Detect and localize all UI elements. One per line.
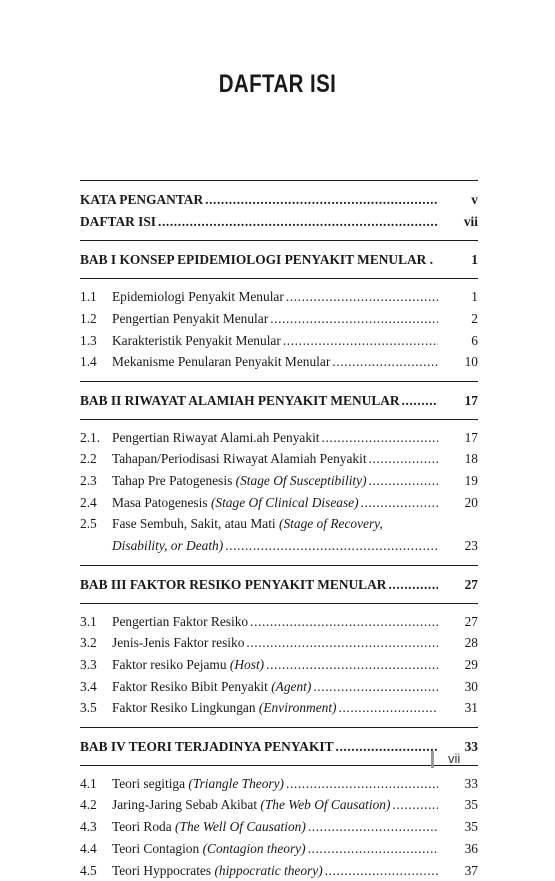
leader-dots bbox=[283, 330, 438, 352]
toc-item[interactable] bbox=[80, 816, 478, 838]
leader-dots bbox=[336, 736, 438, 758]
item-text-italic: Disability, or Death) bbox=[112, 538, 224, 554]
toc-item[interactable] bbox=[80, 838, 478, 860]
item-text: Teori segitiga (Triangle Theory) bbox=[112, 775, 285, 791]
item-text-italic: (Stage Of Susceptibility) bbox=[235, 473, 367, 489]
chapter-page: 33 bbox=[464, 739, 478, 755]
toc-chapter-3[interactable] bbox=[80, 574, 478, 596]
item-page: 2 bbox=[471, 310, 478, 326]
item-number: 4.2 bbox=[80, 797, 97, 813]
item-number: 2.5 bbox=[80, 516, 97, 532]
item-text: Pengertian Riwayat Alami.ah Penyakit bbox=[112, 429, 320, 445]
item-page: 33 bbox=[464, 775, 478, 791]
toc-item[interactable] bbox=[80, 611, 478, 633]
separator-line bbox=[80, 419, 478, 420]
chapter-page: 1 bbox=[471, 252, 478, 268]
item-text: Faktor Resiko Lingkungan (Environment) bbox=[112, 700, 337, 716]
item-number: 3.3 bbox=[80, 656, 97, 672]
item-text: Mekanisme Penularan Penyakit Menular bbox=[112, 354, 331, 370]
item-page: 28 bbox=[464, 635, 478, 651]
item-number: 4.4 bbox=[80, 840, 97, 856]
toc-item[interactable] bbox=[80, 773, 478, 795]
item-number: 4.3 bbox=[80, 819, 97, 835]
toc-item[interactable] bbox=[80, 632, 478, 654]
toc-item[interactable] bbox=[80, 794, 478, 816]
item-text-italic: (hippocratic theory) bbox=[214, 862, 323, 878]
item-number: 4.1 bbox=[80, 775, 97, 791]
item-page: 30 bbox=[464, 678, 478, 694]
footer-marker-bar bbox=[431, 751, 434, 768]
item-text: Tahap Pre Patogenesis (Stage Of Susceptibility) bbox=[112, 473, 367, 489]
chapter-label: BAB IV TEORI TERJADINYA PENYAKIT bbox=[80, 739, 334, 755]
item-page: 35 bbox=[464, 819, 478, 835]
table-of-contents bbox=[80, 172, 478, 881]
leader-dots bbox=[308, 838, 438, 860]
chapter-label: BAB I KONSEP EPIDEMIOLOGI PENYAKIT MENULAR . bbox=[80, 252, 434, 268]
item-text: Teori Contagion (Contagion theory) bbox=[112, 840, 306, 856]
item-page: 35 bbox=[464, 797, 478, 813]
leader-dots bbox=[388, 574, 438, 596]
leader-dots bbox=[325, 860, 438, 881]
toc-entry-page: v bbox=[471, 192, 478, 207]
leader-dots bbox=[270, 308, 438, 330]
item-number: 1.4 bbox=[80, 354, 97, 370]
toc-entry-label: KATA PENGANTAR bbox=[80, 192, 204, 207]
chapter-label: BAB II RIWAYAT ALAMIAH PENYAKIT MENULAR bbox=[80, 392, 400, 408]
separator-line bbox=[80, 727, 478, 728]
separator-line bbox=[80, 603, 478, 604]
item-text-italic: (Stage Of Clinical Disease) bbox=[210, 494, 359, 510]
item-page: 17 bbox=[464, 429, 478, 445]
item-text-italic: (Triangle Theory) bbox=[188, 775, 285, 791]
toc-chapter-4[interactable] bbox=[80, 736, 478, 758]
toc-item[interactable] bbox=[80, 448, 478, 470]
item-page: 36 bbox=[464, 840, 478, 856]
item-page: 23 bbox=[464, 538, 478, 554]
item-text: Faktor Resiko Bibit Penyakit (Agent) bbox=[112, 678, 312, 694]
leader-dots bbox=[392, 794, 438, 816]
item-text: Pengertian Penyakit Menular bbox=[112, 310, 269, 326]
item-page: 1 bbox=[471, 289, 478, 305]
item-text-italic: (Stage of Recovery, bbox=[279, 516, 383, 532]
leader-dots bbox=[322, 427, 438, 449]
toc-item[interactable] bbox=[80, 286, 478, 308]
item-number: 2.4 bbox=[80, 494, 97, 510]
toc-item[interactable] bbox=[80, 308, 478, 330]
item-text: Faktor resiko Pejamu (Host) bbox=[112, 656, 265, 672]
item-text: Jaring-Jaring Sebab Akibat (The Web Of Causation) bbox=[112, 797, 391, 813]
item-text: Karakteristik Penyakit Menular bbox=[112, 332, 281, 348]
chapter-page: 17 bbox=[464, 392, 478, 408]
toc-item[interactable] bbox=[80, 427, 478, 449]
leader-dots bbox=[158, 211, 438, 233]
leader-dots bbox=[361, 492, 438, 514]
toc-chapter-2[interactable] bbox=[80, 390, 478, 412]
item-number: 1.2 bbox=[80, 310, 97, 326]
leader-dots bbox=[313, 676, 438, 698]
item-text: Fase Sembuh, Sakit, atau Mati (Stage of Recovery, bbox=[112, 516, 383, 532]
leader-dots bbox=[402, 390, 438, 412]
item-text: Epidemiologi Penyakit Menular bbox=[112, 289, 284, 305]
toc-entry-daftar-isi[interactable] bbox=[80, 211, 478, 233]
item-text-italic: (The Web Of Causation) bbox=[260, 797, 391, 813]
toc-item[interactable] bbox=[80, 676, 478, 698]
toc-item[interactable] bbox=[80, 351, 478, 373]
toc-entry-kata-pengantar[interactable] bbox=[80, 189, 478, 211]
toc-item-continuation[interactable] bbox=[80, 535, 478, 557]
chapter-page: 27 bbox=[464, 576, 478, 592]
leader-dots bbox=[339, 697, 438, 719]
item-page: 37 bbox=[464, 862, 478, 878]
item-text: Teori Roda (The Well Of Causation) bbox=[112, 819, 306, 835]
item-text-italic: (Agent) bbox=[271, 678, 312, 694]
page-title: DAFTAR ISI bbox=[218, 70, 337, 98]
item-text: Pengertian Faktor Resiko bbox=[112, 613, 249, 629]
item-number: 1.3 bbox=[80, 332, 97, 348]
item-page: 20 bbox=[464, 494, 478, 510]
item-text-italic: (Contagion theory) bbox=[202, 840, 306, 856]
toc-item[interactable] bbox=[80, 513, 478, 535]
item-number: 2.3 bbox=[80, 473, 97, 489]
separator-line bbox=[80, 765, 478, 766]
item-page: 18 bbox=[464, 451, 478, 467]
item-number: 2.2 bbox=[80, 451, 97, 467]
item-number: 2.1. bbox=[80, 429, 101, 445]
page-number: vii bbox=[448, 751, 461, 766]
leader-dots bbox=[266, 654, 438, 676]
leader-dots bbox=[205, 189, 438, 211]
item-number: 3.4 bbox=[80, 678, 97, 694]
item-text: Masa Patogenesis (Stage Of Clinical Disease) bbox=[112, 494, 359, 510]
item-page: 10 bbox=[464, 354, 478, 370]
toc-entry-page: vii bbox=[463, 213, 478, 229]
item-page: 19 bbox=[464, 473, 478, 489]
toc-item[interactable] bbox=[80, 697, 478, 719]
separator-line bbox=[80, 240, 478, 241]
toc-chapter-1[interactable] bbox=[80, 249, 478, 271]
chapter-label: BAB III FAKTOR RESIKO PENYAKIT MENULAR bbox=[80, 576, 387, 592]
item-text: Jenis-Jenis Faktor resiko bbox=[112, 635, 245, 651]
leader-dots bbox=[246, 632, 438, 654]
leader-dots bbox=[369, 448, 438, 470]
toc-item[interactable] bbox=[80, 860, 478, 881]
item-number: 3.1 bbox=[80, 613, 97, 629]
toc-item[interactable] bbox=[80, 330, 478, 352]
item-page: 27 bbox=[464, 613, 478, 629]
item-number: 4.5 bbox=[80, 862, 97, 878]
item-number: 3.2 bbox=[80, 635, 97, 651]
leader-dots bbox=[308, 816, 438, 838]
leader-dots bbox=[286, 773, 438, 795]
toc-entry-label: DAFTAR ISI bbox=[80, 213, 157, 229]
toc-item[interactable] bbox=[80, 470, 478, 492]
item-text-italic: (Host) bbox=[229, 656, 265, 672]
leader-dots bbox=[250, 611, 438, 633]
item-page: 6 bbox=[471, 332, 478, 348]
item-page: 29 bbox=[464, 656, 478, 672]
item-text: Tahapan/Periodisasi Riwayat Alamiah Penyakit bbox=[112, 451, 367, 467]
separator-line bbox=[80, 381, 478, 382]
separator-line bbox=[80, 278, 478, 279]
item-page: 31 bbox=[464, 700, 478, 716]
leader-dots bbox=[369, 470, 438, 492]
item-text: Teori Hyppocrates (hippocratic theory) bbox=[112, 862, 323, 878]
leader-dots bbox=[332, 351, 438, 373]
separator-line bbox=[80, 565, 478, 566]
leader-dots bbox=[286, 286, 438, 308]
separator-line bbox=[80, 180, 478, 181]
toc-item[interactable] bbox=[80, 654, 478, 676]
leader-dots bbox=[225, 535, 438, 557]
item-number: 3.5 bbox=[80, 700, 97, 716]
item-text-italic: (Environment) bbox=[258, 700, 337, 716]
toc-item[interactable] bbox=[80, 492, 478, 514]
item-number: 1.1 bbox=[80, 289, 97, 305]
item-text-italic: (The Well Of Causation) bbox=[175, 819, 306, 835]
